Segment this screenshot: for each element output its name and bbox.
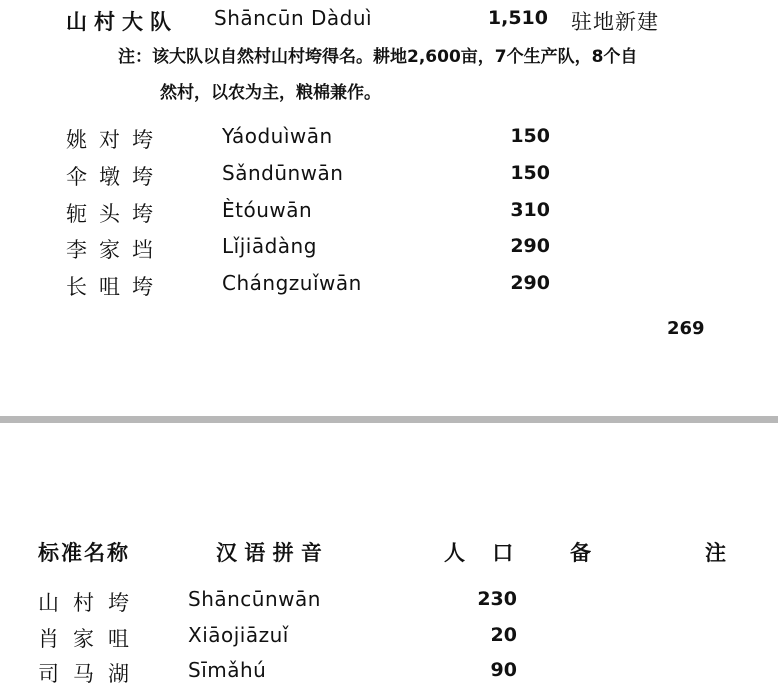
place-name: 山村垮 <box>38 591 143 615</box>
header-remark: 备 注 <box>570 540 750 565</box>
header-population: 人 口 <box>444 540 524 565</box>
place-population: 90 <box>490 659 517 681</box>
place-pinyin: Sīmǎhú <box>188 658 267 682</box>
village-population: 290 <box>510 272 550 294</box>
page-number: 269 <box>667 318 705 339</box>
village-population: 150 <box>510 162 550 184</box>
place-pinyin: Shāncūnwān <box>188 587 321 611</box>
village-population: 150 <box>510 125 550 147</box>
village-name: 伞墩垮 <box>66 165 165 189</box>
brigade-pinyin: Shāncūn Dàduì <box>214 6 373 30</box>
note-line-2: 然村，以农为主，粮棉兼作。 <box>160 83 381 103</box>
place-population: 230 <box>477 588 517 610</box>
village-name: 李家垱 <box>66 238 165 262</box>
brigade-population: 1,510 <box>487 7 548 29</box>
place-name: 肖家咀 <box>38 627 143 651</box>
village-name: 长咀垮 <box>66 275 165 299</box>
village-population: 310 <box>510 199 550 221</box>
village-population: 290 <box>510 235 550 257</box>
brigade-name: 山村大队 <box>66 9 178 34</box>
page-divider <box>0 416 778 423</box>
header-pinyin: 汉 语 拼 音 <box>216 540 322 565</box>
brigade-remark: 驻地新建 <box>571 10 659 34</box>
village-pinyin: Chángzuǐwān <box>222 271 362 295</box>
note-line-1: 注：该大队以自然村山村垮得名。耕地2,600亩，7个生产队，8个自 <box>118 47 638 67</box>
header-name: 标准名称 <box>38 540 130 565</box>
village-pinyin: Sǎndūnwān <box>222 161 344 185</box>
place-population: 20 <box>490 624 517 646</box>
village-pinyin: Lǐjiādàng <box>222 234 317 258</box>
village-pinyin: Yáoduìwān <box>222 124 333 148</box>
village-name: 轭头垮 <box>66 202 165 226</box>
village-pinyin: Ètóuwān <box>222 198 313 222</box>
place-pinyin: Xiāojiāzuǐ <box>188 623 289 647</box>
village-name: 姚对垮 <box>66 128 165 152</box>
place-name: 司马湖 <box>38 662 143 686</box>
